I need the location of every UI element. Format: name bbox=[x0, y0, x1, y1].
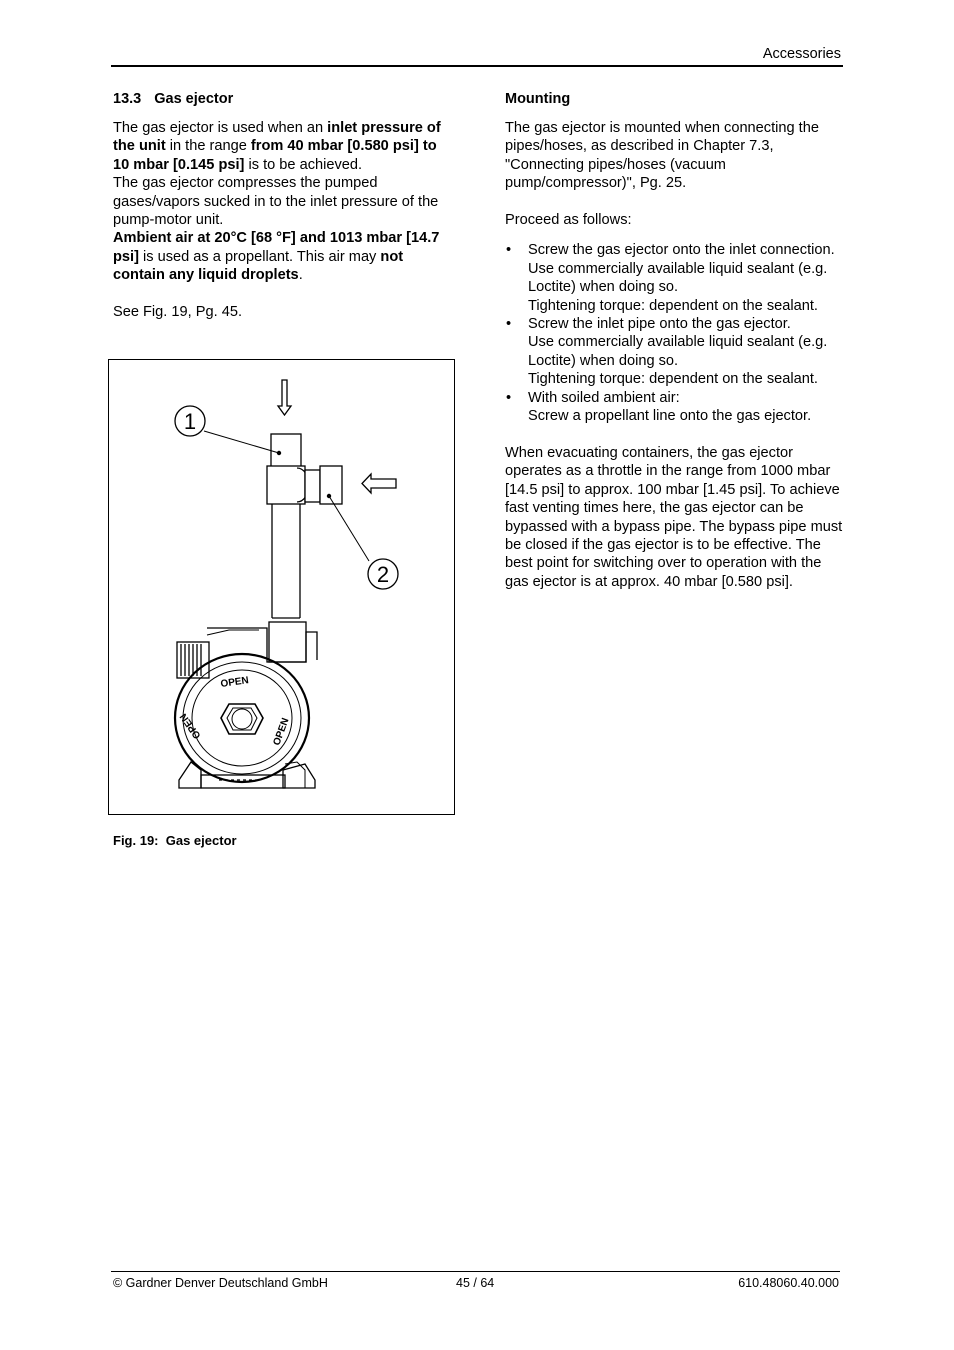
section-number: 13.3 bbox=[113, 91, 142, 107]
header-rule bbox=[111, 65, 843, 67]
open-label-top: OPEN bbox=[219, 675, 250, 690]
callout-1: 1 bbox=[183, 409, 197, 434]
propellant-arrow-icon bbox=[362, 474, 396, 493]
mounting-heading: Mounting bbox=[505, 91, 571, 107]
footer-doc-number: 610.48060.40.000 bbox=[738, 1276, 839, 1290]
footer-rule bbox=[111, 1271, 840, 1272]
steps-list bbox=[505, 241, 843, 425]
footer-copyright: © Gardner Denver Deutschland GmbH bbox=[113, 1276, 328, 1290]
proceed-paragraph: Proceed as follows: bbox=[505, 212, 632, 229]
open-label-left: OPEN bbox=[178, 711, 204, 741]
figure-caption: Fig. 19: Gas ejector bbox=[113, 833, 237, 848]
list-item: • Screw the inlet pipe onto the gas ejector. Use commercially available liquid sealant (e.g. Loctite) when doing so. Tightening torque: dependent on the sealant. bbox=[505, 315, 843, 389]
callout-2: 2 bbox=[376, 562, 390, 587]
gas-ejector-drawing bbox=[109, 360, 454, 814]
evacuating-paragraph: When evacuating containers, the gas ejector operates as a throttle in the range from 1000 mbar [14.5 psi] to approx. 100 mbar [1.45 psi]. To achieve fast venting times here, the gas ejector can be bypassed with a bypass pipe. The bypass pipe must be closed if the gas ejector is to be effective. The best point for switching over to operation with the gas ejector is at approx. 40 mbar [0.580 psi]. bbox=[505, 444, 843, 590]
compress-paragraph: The gas ejector compresses the pumped gases/vapors sucked in to the inlet pressure of the pump-motor unit. bbox=[113, 175, 439, 229]
header-section-title: Accessories bbox=[762, 46, 841, 62]
intro-paragraph: The gas ejector is used when an inlet pressure of the unit in the range from 40 mbar [0.580 psi] to 10 mbar [0.145 psi] is to be achieved. bbox=[113, 120, 441, 173]
mounting-paragraph: The gas ejector is mounted when connecting the pipes/hoses, as described in Chapter 7.3, "Connecting pipes/hoses (vacuum pump/compressor)", Pg. 25. bbox=[505, 120, 819, 192]
right-column-text bbox=[505, 119, 843, 591]
figure-reference: See Fig. 19, Pg. 45. bbox=[113, 304, 242, 321]
footer-page-number: 45 / 64 bbox=[456, 1276, 495, 1290]
open-label-right: OPEN bbox=[271, 716, 292, 748]
propellant-paragraph: Ambient air at 20°C [68 °F] and 1013 mbar [14.7 psi] is used as a propellant. This air may not contain any liquid droplets. bbox=[113, 230, 440, 284]
list-item: • Screw the gas ejector onto the inlet connection. Use commercially available liquid sealant (e.g. Loctite) when doing so. Tightening torque: dependent on the sealant. bbox=[505, 241, 843, 315]
left-column-text bbox=[113, 119, 453, 321]
list-item: • With soiled ambient air: Screw a propellant line onto the gas ejector. bbox=[505, 389, 843, 426]
section-title: Gas ejector bbox=[154, 91, 234, 107]
inlet-arrow-icon bbox=[278, 380, 291, 415]
section-heading bbox=[113, 91, 233, 107]
figure-frame bbox=[108, 359, 455, 815]
